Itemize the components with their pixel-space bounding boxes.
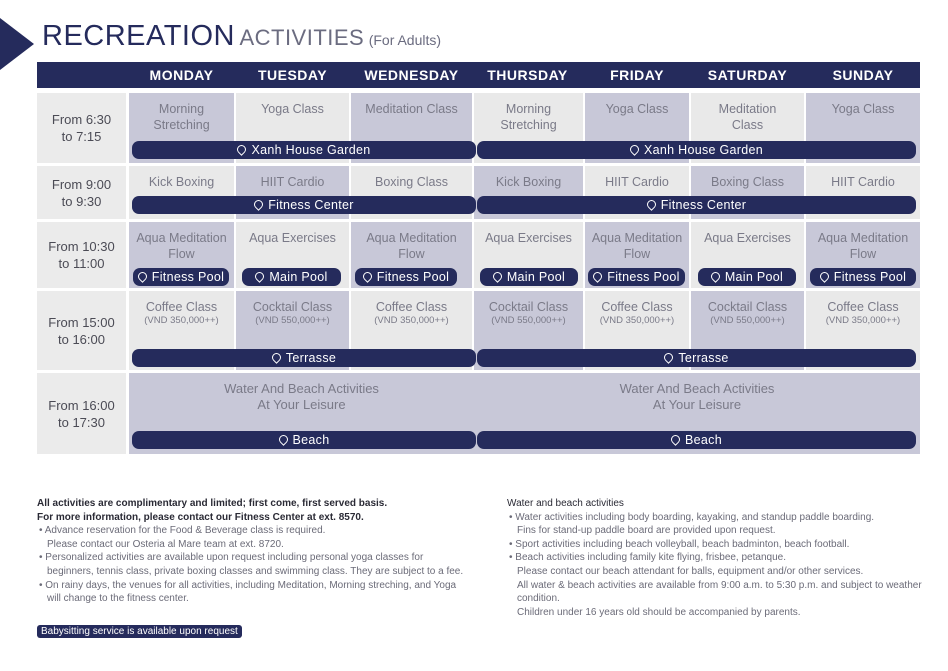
activity-name: Aqua Exercises bbox=[485, 231, 572, 245]
activity-name: Aqua Meditation Flow bbox=[366, 231, 457, 261]
activity-name: HIIT Cardio bbox=[605, 175, 669, 189]
location-pin-icon bbox=[645, 198, 658, 211]
day-header-6: SUNDAY bbox=[832, 67, 894, 83]
time-end: to 16:00 bbox=[58, 331, 105, 347]
time-slot bbox=[37, 222, 126, 288]
title-main: RECREATION bbox=[42, 20, 235, 52]
location-pin-icon bbox=[270, 351, 283, 364]
notes-right-heading: Water and beach activities bbox=[507, 498, 624, 509]
activity-price: (VND 550,000++) bbox=[255, 315, 330, 326]
activity-name: Morning Stretching bbox=[500, 102, 557, 132]
activity-name: Aqua Meditation Flow bbox=[817, 231, 909, 261]
venue-label: Fitness Pool bbox=[376, 270, 450, 284]
location-pin-icon bbox=[236, 143, 249, 156]
venue-label: Fitness Center bbox=[660, 198, 747, 212]
activity-name: Coffee Class bbox=[827, 300, 899, 314]
location-pin-icon bbox=[628, 143, 641, 156]
activity-name: Yoga Class bbox=[831, 102, 895, 116]
venue-pill bbox=[132, 196, 476, 214]
location-pin-icon bbox=[669, 433, 682, 446]
day-header-5: SATURDAY bbox=[707, 67, 788, 83]
location-pin-icon bbox=[818, 270, 831, 283]
note-item-1: • Advance reservation for the Food & Beverage class is required. bbox=[39, 525, 326, 537]
activity-name: Aqua Exercises bbox=[249, 231, 336, 245]
note-bold-2: For more information, please contact our Fitness Center at ext. 8570. bbox=[37, 511, 364, 523]
note-bold-1: All activities are complimentary and limited; first come, first served basis. bbox=[37, 498, 388, 509]
activity-name: Kick Boxing bbox=[148, 175, 215, 189]
venue-label: Main Pool bbox=[724, 270, 784, 284]
activity-name: Morning Stretching bbox=[153, 102, 210, 132]
activity-name: Yoga Class bbox=[261, 102, 324, 116]
venue-pill bbox=[477, 431, 916, 449]
venue-label: Main Pool bbox=[269, 270, 328, 284]
title-sub: ACTIVITIES bbox=[239, 25, 365, 50]
venue-label: Fitness Pool bbox=[151, 270, 225, 284]
activity-name: Cocktail Class bbox=[707, 300, 788, 314]
location-pin-icon bbox=[491, 270, 504, 283]
activity-name: Boxing Class bbox=[711, 175, 784, 189]
time-end: to 11:00 bbox=[58, 256, 105, 271]
time-end: to 17:30 bbox=[58, 414, 105, 430]
venue-label: Terrasse bbox=[678, 351, 729, 365]
venue-label: Beach bbox=[685, 433, 722, 447]
venue-label: Beach bbox=[292, 433, 330, 447]
activity-name: Yoga Class bbox=[605, 102, 669, 116]
time-start: From 10:30 bbox=[48, 239, 115, 254]
time-slot bbox=[37, 166, 126, 219]
venue-label: Main Pool bbox=[506, 270, 566, 284]
beach-line-1: Water And Beach Activities bbox=[619, 381, 775, 396]
venue-label: Fitness Center bbox=[268, 198, 354, 212]
activity-name: Coffee Class bbox=[601, 300, 673, 314]
activity-name: Boxing Class bbox=[375, 175, 448, 189]
activity-name: Aqua Meditation Flow bbox=[136, 231, 227, 261]
venue-pill bbox=[132, 349, 476, 367]
activity-name: HIIT Cardio bbox=[831, 175, 895, 189]
beach-item-3-sub-2: All water & beach activities are available from 9:00 a.m. to 5:30 p.m. and subject to weather condition. bbox=[517, 579, 922, 605]
activity-name: HIIT Cardio bbox=[260, 175, 325, 189]
beach-item-3: • Beach activities including family kite flying, frisbee, petanque. bbox=[509, 552, 786, 564]
time-start: From 6:30 bbox=[51, 112, 112, 127]
day-header-4: FRIDAY bbox=[610, 67, 664, 83]
page-title bbox=[42, 20, 441, 53]
activity-price: (VND 350,000++) bbox=[599, 315, 675, 326]
time-start: From 16:00 bbox=[48, 397, 115, 413]
time-end: to 7:15 bbox=[61, 129, 102, 144]
venue-pill bbox=[355, 268, 457, 286]
venue-pill bbox=[810, 268, 916, 286]
venue-pill bbox=[698, 268, 796, 286]
beach-item-1: • Water activities including body boarding, kayaking, and standup paddle boarding. bbox=[509, 511, 875, 523]
venue-label: Fitness Pool bbox=[833, 270, 907, 284]
notes-right bbox=[507, 497, 932, 619]
time-slot bbox=[37, 93, 126, 163]
venue-pill bbox=[242, 268, 341, 286]
activity-name: Coffee Class bbox=[145, 300, 218, 314]
activity-price: (VND 350,000++) bbox=[374, 315, 449, 326]
time-end: to 9:30 bbox=[61, 193, 102, 209]
venue-pill bbox=[477, 196, 916, 214]
activity-name: Aqua Meditation Flow bbox=[591, 231, 683, 261]
time-slot bbox=[37, 291, 126, 370]
activity-name: Meditation Class bbox=[718, 102, 777, 132]
activity-name: Cocktail Class bbox=[252, 300, 333, 314]
activity-name: Aqua Exercises bbox=[704, 231, 791, 245]
babysitting-badge: Babysitting service is available upon request bbox=[37, 625, 242, 638]
note-item-2: • Personalized activities are available upon request including personal yoga classes for beginners, tennis class, private boxing classes and swimming class. They are subject to a fee. bbox=[39, 552, 464, 577]
activity-price: (VND 350,000++) bbox=[825, 315, 901, 326]
venue-pill bbox=[477, 349, 916, 367]
venue-label: Xanh House Garden bbox=[251, 143, 371, 157]
note-item-3: • On rainy days, the venues for all activities, including Meditation, Morning streching, and Yoga will change to the fitness center. bbox=[39, 579, 457, 605]
title-note: (For Adults) bbox=[368, 32, 442, 48]
day-header-1: TUESDAY bbox=[257, 67, 328, 83]
activity-name: Meditation Class bbox=[365, 102, 458, 116]
activity-name: Cocktail Class bbox=[488, 300, 569, 314]
location-pin-icon bbox=[662, 351, 675, 364]
activity-price: (VND 550,000++) bbox=[710, 315, 785, 326]
time-slot bbox=[37, 373, 126, 454]
venue-pill bbox=[133, 268, 229, 286]
beach-line-1: Water And Beach Activities bbox=[224, 381, 379, 396]
beach-item-1-sub: Fins for stand-up paddle board are provided upon request. bbox=[517, 525, 776, 537]
venue-label: Fitness Pool bbox=[607, 270, 680, 284]
venue-label: Terrasse bbox=[285, 351, 337, 365]
day-header-0: MONDAY bbox=[149, 67, 214, 83]
location-pin-icon bbox=[591, 270, 604, 283]
time-start: From 15:00 bbox=[48, 314, 115, 330]
venue-pill bbox=[480, 268, 578, 286]
location-pin-icon bbox=[361, 270, 374, 283]
time-start: From 9:00 bbox=[51, 176, 112, 192]
location-pin-icon bbox=[136, 270, 149, 283]
activity-price: (VND 550,000++) bbox=[491, 315, 566, 326]
day-header-3: THURSDAY bbox=[487, 67, 568, 83]
notes-left bbox=[37, 497, 467, 606]
venue-pill bbox=[477, 141, 916, 159]
venue-pill bbox=[132, 141, 476, 159]
location-pin-icon bbox=[252, 198, 265, 211]
location-pin-icon bbox=[277, 433, 290, 446]
activity-name: Kick Boxing bbox=[495, 175, 562, 189]
location-pin-icon bbox=[709, 270, 722, 283]
location-pin-icon bbox=[253, 270, 266, 283]
beach-item-3-sub-1: Please contact our beach attendant for balls, equipment and/or other services. bbox=[517, 565, 864, 577]
corner-triangle-decoration bbox=[0, 18, 34, 70]
note-item-1-sub: Please contact our Osteria al Mare team at ext. 8720. bbox=[47, 538, 284, 550]
venue-label: Xanh House Garden bbox=[643, 143, 764, 157]
activity-price: (VND 350,000++) bbox=[144, 315, 219, 326]
beach-line-2: At Your Leisure bbox=[257, 397, 346, 412]
venue-pill bbox=[588, 268, 685, 286]
day-header-2: WEDNESDAY bbox=[364, 67, 459, 83]
beach-item-2: • Sport activities including beach volleyball, beach badminton, beach football. bbox=[509, 538, 850, 550]
beach-line-2: At Your Leisure bbox=[652, 397, 742, 412]
activity-name: Coffee Class bbox=[375, 300, 448, 314]
venue-pill bbox=[132, 431, 476, 449]
beach-item-3-sub-3: Children under 16 years old should be accompanied by parents. bbox=[517, 606, 801, 618]
